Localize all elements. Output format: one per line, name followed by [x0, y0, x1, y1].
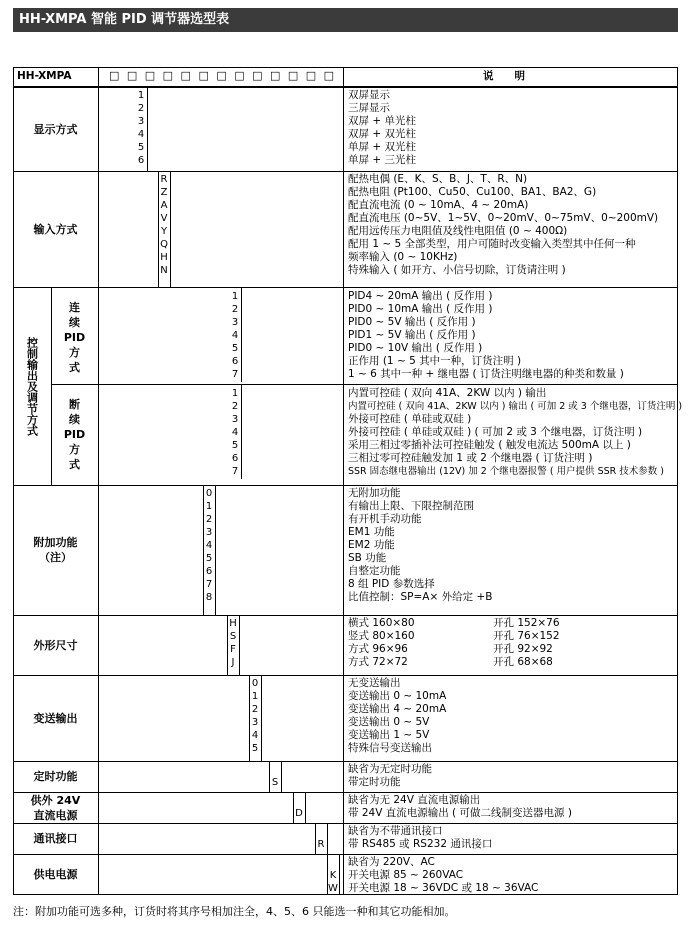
- option-desc: 双屏 + 双光柱: [348, 128, 416, 140]
- option-desc: 变送输出 0 ~ 5V: [348, 716, 430, 728]
- code-4: 4: [231, 427, 239, 438]
- code-Z: Z: [160, 187, 168, 198]
- option-desc: 带 24V 直流电源输出 ( 可做二线制变送器电源 ): [348, 807, 572, 819]
- rule: [98, 287, 99, 485]
- section-label: 供外 24V 直流电源: [30, 793, 81, 822]
- option-desc: 变送输出 1 ~ 5V: [348, 729, 430, 741]
- option-desc: 内置可控硅 ( 双向 41A、2KW 以内 ) 输出 ( 可加 2 或 3 个继电器，订货注明 ): [348, 401, 683, 412]
- option-desc: 横式 160×80: [348, 617, 415, 629]
- option-desc: 单屏 + 三光柱: [348, 154, 416, 166]
- option-desc: 三相过零可控硅触发加 1 或 2 个继电器 ( 订货注明 ): [348, 452, 593, 464]
- option-desc: 变送输出 4 ~ 20mA: [348, 703, 447, 715]
- rule: [13, 823, 678, 824]
- rule: [677, 67, 678, 895]
- option-desc: 带 RS485 或 RS232 通讯接口: [348, 838, 493, 850]
- code-R: R: [317, 839, 325, 850]
- rule: [98, 615, 99, 675]
- code-8: 8: [205, 592, 213, 603]
- option-desc: 缺省为无 24V 直流电源输出: [348, 794, 481, 806]
- rule: [305, 792, 306, 823]
- rule: [98, 854, 99, 895]
- rule: [239, 615, 240, 675]
- code-3: 3: [251, 717, 259, 728]
- option-desc: 双屏显示: [348, 89, 390, 101]
- rule: [98, 823, 99, 854]
- rule: [249, 675, 250, 761]
- option-desc: PID0 ~ 10V 输出 ( 反作用 ): [348, 342, 483, 354]
- code-5: 5: [231, 343, 239, 354]
- option-desc: 配用 1 ~ 5 全部类型，用户可随时改变输入类型其中任何一种: [348, 238, 636, 250]
- option-desc-cutout: 开孔 92×92: [493, 643, 553, 655]
- code-2: 2: [231, 401, 239, 412]
- code-1: 1: [231, 388, 239, 399]
- rule: [158, 171, 159, 287]
- code-boxes: □ □ □ □ □ □ □ □ □ □ □ □ □: [109, 69, 337, 82]
- rule: [98, 675, 99, 761]
- code-2: 2: [205, 514, 213, 525]
- option-desc: 比值控制：SP=A× 外给定 +B: [348, 591, 493, 603]
- option-desc: SB 功能: [348, 552, 387, 564]
- option-desc: PID0 ~ 10mA 输出 ( 反作用 ): [348, 303, 493, 315]
- option-desc-cutout: 开孔 68×68: [493, 656, 553, 668]
- option-desc: 频率输入 (0 ~ 10KHz): [348, 251, 458, 263]
- option-desc: 开关电源 18 ~ 36VDC 或 18 ~ 36VAC: [348, 882, 539, 894]
- explain-header: 说 明: [483, 70, 525, 82]
- code-5: 5: [205, 553, 213, 564]
- rule: [261, 675, 262, 761]
- option-desc: EM1 功能: [348, 526, 395, 538]
- rule: [215, 485, 216, 615]
- code-R: R: [160, 174, 168, 185]
- code-V: V: [160, 213, 168, 224]
- footnote: 注：附加功能可选多种，订货时将其序号相加注全，4、5、6 只能选一种和其它功能相加。: [13, 905, 456, 918]
- section-label: 通讯接口: [33, 832, 78, 845]
- rule: [147, 87, 148, 171]
- rule: [98, 87, 99, 171]
- option-desc: 配热电阻 (Pt100、Cu50、Cu100、BA1、BA2、G): [348, 186, 597, 198]
- option-desc: 缺省为 220V、AC: [348, 856, 435, 868]
- code-1: 1: [205, 501, 213, 512]
- code-F: F: [230, 644, 236, 655]
- rule: [343, 67, 344, 895]
- option-desc: 8 组 PID 参数选择: [348, 578, 435, 590]
- rule: [227, 615, 228, 675]
- rule: [98, 792, 99, 823]
- code-6: 6: [137, 155, 145, 166]
- rule: [13, 485, 678, 486]
- code-1: 1: [231, 291, 239, 302]
- code-4: 4: [231, 330, 239, 341]
- rule: [13, 854, 678, 855]
- option-desc: 方式 96×96: [348, 643, 408, 655]
- option-desc: 竖式 80×160: [348, 630, 415, 642]
- option-desc: 带定时功能: [348, 776, 401, 788]
- code-7: 7: [231, 369, 239, 380]
- rule: [98, 485, 99, 615]
- rule: [339, 854, 340, 895]
- option-desc: 无变送输出: [348, 677, 401, 689]
- code-0: 0: [205, 488, 213, 499]
- rule: [13, 675, 678, 676]
- option-desc: 特殊输入 ( 如开方、小信号切除，订货请注明 ): [348, 264, 566, 276]
- section-label: 控制输出及调节方式: [25, 336, 39, 436]
- code-1: 1: [137, 90, 145, 101]
- option-desc: 配直流电压 (0~5V、1~5V、0~20mV、0~75mV、0~200mV): [348, 212, 659, 224]
- rule: [13, 792, 678, 793]
- rule: [327, 823, 328, 854]
- code-Y: Y: [160, 226, 168, 237]
- code-S: S: [271, 777, 279, 788]
- page-title: HH-XMPA 智能 PID 调节器选型表: [13, 8, 678, 32]
- rule: [13, 287, 678, 288]
- rule: [13, 67, 678, 68]
- code-S: S: [229, 631, 237, 642]
- code-5: 5: [251, 743, 259, 754]
- code-5: 5: [137, 142, 145, 153]
- option-desc: PID4 ~ 20mA 输出 ( 反作用 ): [348, 290, 493, 302]
- option-desc-cutout: 开孔 152×76: [493, 617, 560, 629]
- rule: [293, 792, 294, 823]
- rule: [281, 761, 282, 792]
- section-label: 供电电源: [33, 868, 78, 881]
- code-3: 3: [205, 527, 213, 538]
- code-4: 4: [205, 540, 213, 551]
- code-6: 6: [231, 356, 239, 367]
- option-desc: 自整定功能: [348, 565, 401, 577]
- code-6: 6: [205, 566, 213, 577]
- code-1: 1: [251, 691, 259, 702]
- option-desc: 缺省为不带通讯接口: [348, 825, 443, 837]
- code-5: 5: [231, 440, 239, 451]
- option-desc: 特殊信号变送输出: [348, 742, 432, 754]
- rule: [13, 894, 678, 895]
- code-A: A: [160, 200, 168, 211]
- option-desc: 无附加功能: [348, 487, 401, 499]
- option-desc: PID0 ~ 5V 输出 ( 反作用 ): [348, 316, 476, 328]
- code-4: 4: [137, 129, 145, 140]
- code-N: N: [160, 265, 168, 276]
- option-desc: 外接可控硅 ( 单硅或双硅 ): [348, 413, 472, 425]
- sub-label: 连 续 PID 方 式: [63, 300, 86, 374]
- option-desc: 内置可控硅 ( 双向 41A、2KW 以内 ) 输出: [348, 387, 547, 399]
- rule: [315, 823, 316, 854]
- rule: [13, 171, 678, 172]
- option-desc: 正作用 (1 ~ 5 其中一种，订货注明 ): [348, 355, 522, 367]
- selection-table: [13, 67, 683, 895]
- code-6: 6: [231, 453, 239, 464]
- code-2: 2: [231, 304, 239, 315]
- rule: [13, 761, 678, 762]
- code-7: 7: [231, 466, 239, 477]
- rule: [98, 171, 99, 287]
- option-desc: 方式 72×72: [348, 656, 408, 668]
- rule: [203, 485, 204, 615]
- model-label: HH-XMPA: [17, 70, 72, 82]
- option-desc: 1 ~ 6 其中一种 + 继电器 ( 订货注明继电器的种类和数量 ): [348, 368, 624, 380]
- option-desc: 有开机手动功能: [348, 513, 422, 525]
- rule: [269, 761, 270, 792]
- option-desc: 开关电源 85 ~ 260VAC: [348, 869, 464, 881]
- option-desc: SSR 固态继电器输出 (12V) 加 2 个继电器报警 ( 用户提供 SSR 技术参数 ): [348, 466, 664, 477]
- code-K: K: [329, 870, 337, 881]
- code-0: 0: [251, 678, 259, 689]
- option-desc: 有输出上限、下限控制范围: [348, 500, 474, 512]
- option-desc: 单屏 + 双光柱: [348, 141, 416, 153]
- option-desc: PID1 ~ 5V 输出 ( 反作用 ): [348, 329, 476, 341]
- code-3: 3: [231, 317, 239, 328]
- section-label: 显示方式: [33, 122, 78, 136]
- code-J: J: [231, 657, 235, 668]
- section-label: 附加功能 （注）: [33, 536, 78, 564]
- option-desc: 变送输出 0 ~ 10mA: [348, 690, 447, 702]
- rule: [98, 67, 99, 87]
- rule: [327, 854, 328, 895]
- code-H: H: [229, 618, 237, 629]
- option-desc: EM2 功能: [348, 539, 395, 551]
- rule: [170, 171, 171, 287]
- rule: [241, 287, 242, 382]
- option-desc: 配直流电流 (0 ~ 10mA、4 ~ 20mA): [348, 199, 529, 211]
- section-label: 输入方式: [33, 222, 78, 236]
- code-7: 7: [205, 579, 213, 590]
- option-desc-cutout: 开孔 76×152: [493, 630, 560, 642]
- code-3: 3: [231, 414, 239, 425]
- code-H: H: [160, 252, 168, 263]
- code-4: 4: [251, 730, 259, 741]
- option-desc: 双屏 + 单光柱: [348, 115, 416, 127]
- code-2: 2: [137, 103, 145, 114]
- rule: [13, 615, 678, 616]
- option-desc: 采用三相过零插补法可控硅触发 ( 触发电流达 500mA 以上 ): [348, 439, 631, 451]
- option-desc: 外接可控硅 ( 单硅或双硅 ) ( 可加 2 或 3 个继电器，订货注明 ): [348, 426, 643, 438]
- option-desc: 配用远传压力电阻值及线性电阻值 (0 ~ 400Ω): [348, 225, 568, 237]
- rule: [13, 87, 678, 88]
- code-3: 3: [137, 116, 145, 127]
- section-label: 变送输出: [33, 711, 78, 725]
- rule: [51, 384, 678, 385]
- code-D: D: [295, 808, 303, 819]
- section-label: 定时功能: [33, 770, 78, 783]
- option-desc: 配热电偶 (E、K、S、B、J、T、R、N): [348, 173, 528, 185]
- rule: [241, 384, 242, 479]
- code-Q: Q: [160, 239, 168, 250]
- section-label: 外形尺寸: [33, 638, 78, 652]
- sub-label: 断 续 PID 方 式: [63, 397, 86, 471]
- option-desc: 三屏显示: [348, 102, 390, 114]
- code-W: W: [328, 883, 338, 894]
- code-2: 2: [251, 704, 259, 715]
- rule: [98, 761, 99, 792]
- option-desc: 缺省为无定时功能: [348, 763, 432, 775]
